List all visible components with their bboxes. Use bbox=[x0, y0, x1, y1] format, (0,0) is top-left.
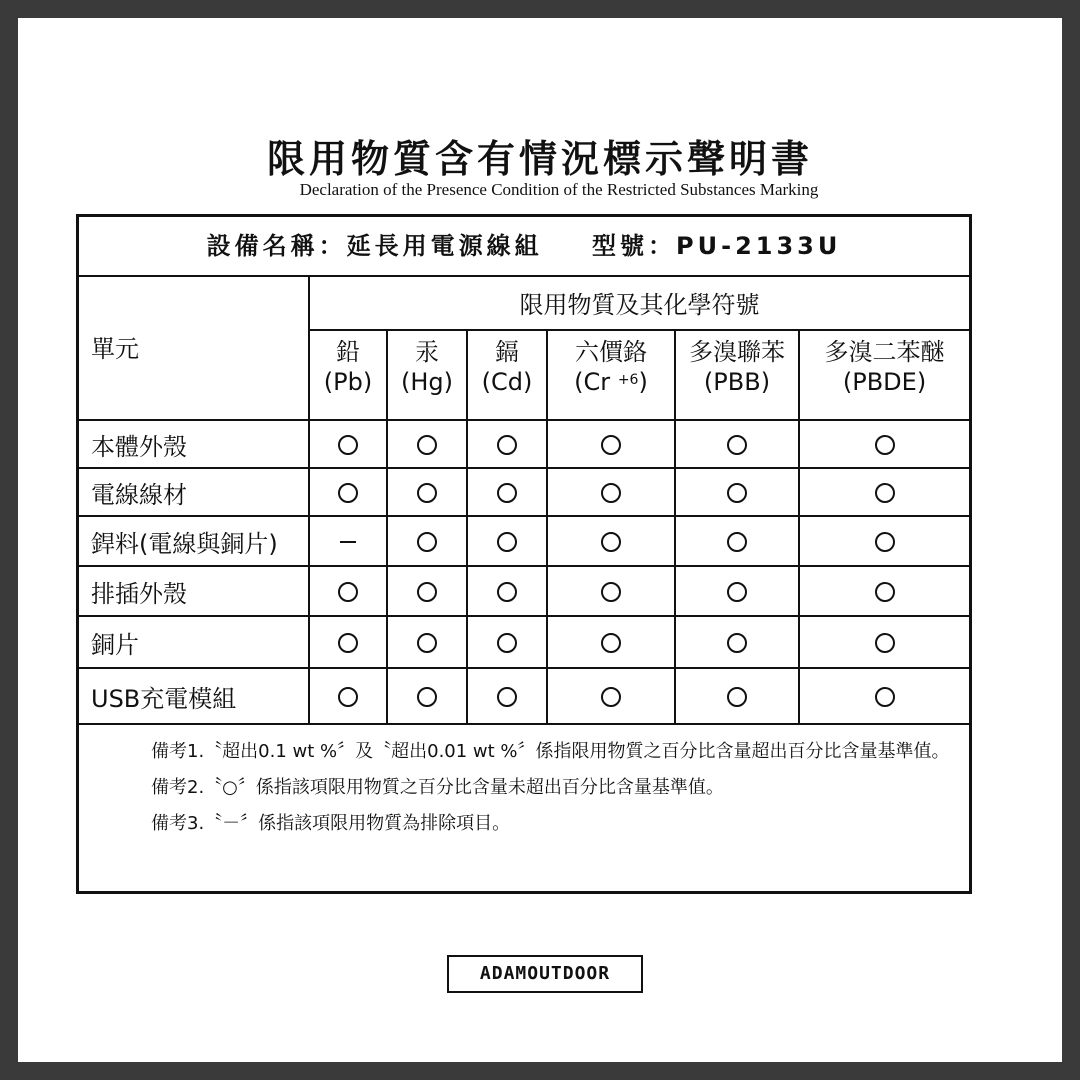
circle-mark bbox=[875, 633, 895, 653]
table-cell bbox=[387, 668, 467, 724]
table-row bbox=[79, 516, 969, 566]
table-cell bbox=[547, 468, 675, 516]
circle-mark bbox=[875, 532, 895, 552]
circle-mark bbox=[601, 687, 621, 707]
table-cell bbox=[309, 468, 387, 516]
table-cell bbox=[675, 468, 799, 516]
substance-header: 多溴二苯醚 (PBDE) bbox=[799, 330, 969, 420]
note-3: 備考3.〝－〞係指該項限用物質為排除項目。 bbox=[151, 813, 511, 834]
table-row bbox=[79, 420, 969, 468]
circle-mark bbox=[875, 435, 895, 455]
note-1: 備考1.〝超出0.1 wt %〞及〝超出0.01 wt %〞係指限用物質之百分比含量超出百分比含量基準值。 bbox=[151, 741, 950, 762]
table-cell bbox=[387, 516, 467, 566]
table-cell bbox=[387, 420, 467, 468]
notes bbox=[151, 739, 961, 847]
table-cell bbox=[675, 516, 799, 566]
circle-mark bbox=[417, 582, 437, 602]
table-cell bbox=[547, 616, 675, 668]
table-cell bbox=[467, 468, 547, 516]
device-info bbox=[79, 217, 969, 277]
circle-mark bbox=[601, 532, 621, 552]
circle-mark bbox=[875, 687, 895, 707]
substance-header: 鉛 (Pb) bbox=[309, 330, 387, 420]
substance-group-header: 限用物質及其化學符號 bbox=[309, 275, 969, 330]
table-cell bbox=[675, 668, 799, 724]
substance-header: 汞 (Hg) bbox=[387, 330, 467, 420]
table-cell bbox=[309, 668, 387, 724]
circle-mark bbox=[417, 633, 437, 653]
table-cell bbox=[467, 668, 547, 724]
circle-mark bbox=[338, 582, 358, 602]
circle-mark bbox=[417, 435, 437, 455]
circle-mark bbox=[417, 483, 437, 503]
circle-mark bbox=[497, 687, 517, 707]
circle-mark bbox=[601, 483, 621, 503]
circle-mark bbox=[417, 532, 437, 552]
substance-table bbox=[79, 275, 969, 725]
circle-mark bbox=[338, 687, 358, 707]
circle-mark bbox=[875, 483, 895, 503]
table-cell bbox=[799, 566, 969, 616]
circle-mark bbox=[727, 582, 747, 602]
table-row bbox=[79, 616, 969, 668]
table-cell bbox=[675, 616, 799, 668]
circle-mark bbox=[727, 687, 747, 707]
table-cell bbox=[799, 516, 969, 566]
table-cell bbox=[309, 516, 387, 566]
table-cell bbox=[547, 516, 675, 566]
device-name: 設備名稱：延長用電源線組 bbox=[206, 232, 543, 260]
table-cell bbox=[467, 516, 547, 566]
table-row bbox=[79, 468, 969, 516]
row-unit-label: 本體外殼 bbox=[79, 420, 309, 468]
circle-mark bbox=[338, 633, 358, 653]
substance-header: 六價鉻 (Cr $^{+6}$) bbox=[547, 330, 675, 420]
circle-mark bbox=[727, 483, 747, 503]
brand-logo: ADAMOUTDOOR bbox=[447, 955, 643, 993]
row-unit-label: 排插外殼 bbox=[79, 566, 309, 616]
table-cell bbox=[467, 566, 547, 616]
table-cell bbox=[309, 566, 387, 616]
circle-mark bbox=[727, 435, 747, 455]
table-cell bbox=[467, 616, 547, 668]
circle-mark bbox=[497, 435, 517, 455]
note-2: 備考2.〝○〞係指該項限用物質之百分比含量未超出百分比含量基準值。 bbox=[151, 777, 724, 798]
circle-mark bbox=[338, 483, 358, 503]
circle-mark bbox=[875, 582, 895, 602]
table-cell bbox=[309, 616, 387, 668]
table-cell bbox=[387, 566, 467, 616]
unit-header: 單元 bbox=[79, 275, 309, 420]
circle-mark bbox=[497, 633, 517, 653]
circle-mark bbox=[417, 687, 437, 707]
table-row bbox=[79, 668, 969, 724]
document-subtitle: Declaration of the Presence Condition of the Restricted Substances Marking bbox=[299, 180, 819, 199]
declaration-box bbox=[76, 214, 972, 894]
table-cell bbox=[547, 420, 675, 468]
device-model: 型號：PU-2133U bbox=[592, 232, 842, 260]
dash-mark bbox=[340, 541, 356, 543]
table-cell bbox=[675, 420, 799, 468]
table-cell bbox=[547, 668, 675, 724]
table-cell bbox=[387, 616, 467, 668]
table-cell bbox=[547, 566, 675, 616]
table-cell bbox=[799, 420, 969, 468]
table-cell bbox=[799, 616, 969, 668]
table-cell bbox=[309, 420, 387, 468]
substance-header: 鎘 (Cd) bbox=[467, 330, 547, 420]
row-unit-label: USB充電模組 bbox=[79, 668, 309, 724]
circle-mark bbox=[601, 582, 621, 602]
circle-mark bbox=[497, 483, 517, 503]
circle-mark bbox=[601, 435, 621, 455]
circle-mark bbox=[601, 633, 621, 653]
table-cell bbox=[799, 468, 969, 516]
circle-mark bbox=[497, 532, 517, 552]
table-cell bbox=[467, 420, 547, 468]
row-unit-label: 電線線材 bbox=[79, 468, 309, 516]
table-cell bbox=[387, 468, 467, 516]
document-title: 限用物質含有情況標示聲明書 bbox=[266, 136, 813, 181]
table-cell bbox=[675, 566, 799, 616]
circle-mark bbox=[727, 633, 747, 653]
table-cell bbox=[799, 668, 969, 724]
substance-header: 多溴聯苯 (PBB) bbox=[675, 330, 799, 420]
circle-mark bbox=[727, 532, 747, 552]
row-unit-label: 銅片 bbox=[79, 616, 309, 668]
circle-mark bbox=[497, 582, 517, 602]
row-unit-label: 銲料(電線與銅片) bbox=[79, 516, 309, 566]
circle-mark bbox=[338, 435, 358, 455]
table-row bbox=[79, 566, 969, 616]
